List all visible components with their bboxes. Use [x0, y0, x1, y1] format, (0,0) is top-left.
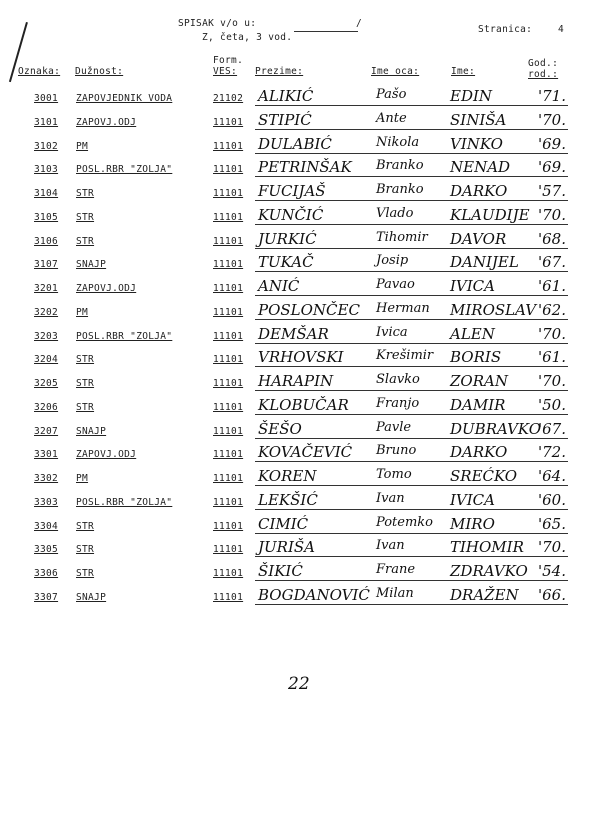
- row-oznaka: 3104: [34, 188, 59, 199]
- row-god: '70.: [538, 372, 566, 390]
- row-ime: DARKO: [450, 443, 508, 462]
- row-god: '66.: [538, 585, 566, 604]
- row-ves: 11101: [213, 235, 244, 247]
- row-god: '50.: [538, 395, 566, 414]
- row-ves: 11101: [213, 449, 244, 461]
- row-duznost: STR: [76, 544, 95, 556]
- row-duznost: ZAPOVJ.ODJ: [76, 116, 137, 128]
- row-rule-line: [255, 153, 568, 154]
- row-ves: 11101: [213, 354, 244, 366]
- row-oznaka: 3305: [34, 544, 59, 556]
- row-rule-line: [255, 129, 568, 130]
- row-duznost: SNAJP: [76, 591, 107, 603]
- row-ves: 21102: [213, 93, 244, 104]
- row-ime-oca: Pašo: [376, 87, 407, 102]
- row-prezime: DEMŠAR: [258, 324, 329, 343]
- row-ves: 11101: [213, 401, 244, 413]
- row-rule-line: [255, 200, 568, 201]
- row-god: '67.: [538, 419, 566, 438]
- row-oznaka: 3303: [34, 496, 59, 508]
- row-oznaka: 3103: [34, 164, 59, 176]
- row-ime: IVICA: [450, 277, 495, 295]
- row-oznaka: 3105: [34, 211, 59, 223]
- row-prezime: STIPIĆ: [258, 110, 312, 129]
- row-ves: 11101: [213, 330, 244, 342]
- row-oznaka: 3001: [34, 93, 59, 104]
- row-oznaka: 3106: [34, 235, 59, 247]
- row-ime-oca: Ante: [376, 110, 407, 126]
- row-duznost: PM: [76, 140, 89, 152]
- col-header-ime-oca: Ime oca:: [371, 66, 420, 77]
- row-ime: DANIJEL: [450, 253, 519, 272]
- row-prezime: JURKIĆ: [258, 229, 317, 248]
- row-ime: DARKO: [450, 182, 508, 200]
- row-god: '67.: [538, 253, 566, 272]
- row-rule-line: [255, 248, 568, 249]
- row-rule-line: [255, 461, 568, 462]
- row-ime-oca: Slavko: [376, 372, 420, 387]
- row-god: '65.: [538, 514, 566, 533]
- table-row: [0, 419, 591, 444]
- row-ves: 11101: [213, 520, 244, 532]
- row-god: '72.: [538, 443, 566, 462]
- table-row: [0, 324, 591, 349]
- row-oznaka: 3307: [34, 591, 59, 603]
- row-prezime: ŠEŠO: [258, 419, 302, 438]
- row-ime: KLAUDIJE: [450, 205, 530, 224]
- row-ime: EDIN: [450, 87, 493, 105]
- title-blank-line: [294, 31, 358, 32]
- row-prezime: KLOBUČAR: [258, 395, 349, 414]
- row-ime-oca: Branko: [376, 182, 424, 197]
- row-rule-line: [255, 176, 568, 177]
- row-rule-line: [255, 580, 568, 581]
- row-duznost: POSL.RBR "ZOLJA": [76, 496, 173, 508]
- row-oznaka: 3101: [34, 116, 59, 128]
- row-ime-oca: Josip: [376, 253, 409, 269]
- row-prezime: TUKAČ: [258, 253, 314, 272]
- row-ime: IVICA: [450, 490, 495, 509]
- col-header-rod: rod.:: [528, 69, 559, 80]
- row-ime-oca: Pavao: [376, 277, 415, 292]
- row-ime: ZDRAVKO: [450, 562, 528, 580]
- row-ime: BORIS: [450, 348, 502, 367]
- row-ime: DRAŽEN: [450, 585, 519, 604]
- row-duznost: SNAJP: [76, 425, 107, 437]
- row-duznost: STR: [76, 520, 95, 532]
- table-row: [0, 110, 591, 135]
- row-rule-line: [255, 604, 568, 605]
- row-prezime: JURIŠA: [258, 538, 315, 557]
- page-number: 4: [558, 24, 565, 35]
- row-duznost: STR: [76, 568, 95, 579]
- row-prezime: CIMIĆ: [258, 514, 309, 533]
- col-header-prezime: Prezime:: [255, 66, 304, 77]
- row-oznaka: 3206: [34, 401, 59, 413]
- row-god: '57.: [538, 182, 566, 200]
- table-row: [0, 395, 591, 420]
- row-oznaka: 3207: [34, 425, 59, 437]
- table-row: [0, 585, 591, 610]
- row-ime: NENAD: [450, 158, 511, 177]
- table-row: [0, 229, 591, 254]
- page-label: Stranica:: [478, 24, 533, 35]
- row-ves: 11101: [213, 188, 244, 199]
- col-header-ves: VES:: [213, 66, 238, 77]
- row-oznaka: 3204: [34, 354, 59, 366]
- row-duznost: PM: [76, 306, 89, 318]
- row-ime-oca: Krešimir: [376, 348, 434, 364]
- row-ime-oca: Ivan: [376, 490, 405, 506]
- row-duznost: STR: [76, 211, 95, 223]
- table-row: [0, 540, 591, 562]
- row-ime: VINKO: [450, 134, 503, 153]
- row-rule-line: [255, 224, 568, 225]
- row-ime-oca: Ivan: [376, 538, 405, 554]
- row-prezime: ANIĆ: [258, 277, 300, 295]
- row-duznost: ZAPOVJEDNIK VODA: [76, 93, 173, 104]
- col-header-god: God.:: [528, 58, 559, 69]
- table-row: [0, 374, 591, 396]
- row-duznost: ZAPOVJ.ODJ: [76, 283, 137, 294]
- row-god: '71.: [538, 87, 566, 105]
- row-ime: SREĆKO: [450, 467, 518, 485]
- row-prezime: KOVAČEVIĆ: [258, 443, 353, 462]
- row-oznaka: 3205: [34, 378, 59, 389]
- row-rule-line: [255, 556, 568, 557]
- row-god: '70.: [538, 205, 566, 224]
- row-ime: MIRO: [450, 514, 495, 533]
- table-row: [0, 134, 591, 159]
- row-god: '62.: [538, 300, 566, 319]
- row-god: '70.: [538, 110, 566, 129]
- row-god: '69.: [538, 158, 566, 177]
- row-ves: 11101: [213, 116, 244, 128]
- row-ime-oca: Frane: [376, 562, 416, 577]
- row-prezime: BOGDANOVIĆ: [258, 585, 370, 604]
- row-duznost: STR: [76, 188, 95, 199]
- row-prezime: PETRINŠAK: [258, 158, 352, 177]
- row-god: '54.: [538, 562, 566, 580]
- row-prezime: ALIKIĆ: [258, 87, 314, 105]
- table-row: [0, 279, 591, 301]
- row-prezime: KUNČIĆ: [258, 205, 324, 224]
- row-oznaka: 3304: [34, 520, 59, 532]
- table-row: [0, 184, 591, 206]
- row-ves: 11101: [213, 425, 244, 437]
- document-title: SPISAK v/o u:: [178, 18, 257, 29]
- row-ves: 11101: [213, 306, 244, 318]
- handwritten-page-number: 22: [288, 674, 310, 694]
- row-god: '70.: [538, 324, 566, 343]
- row-oznaka: 3102: [34, 140, 59, 152]
- row-rule-line: [255, 509, 568, 510]
- row-ime: ALEN: [450, 324, 495, 343]
- row-rule-line: [255, 414, 568, 415]
- row-ime: DAMIR: [450, 395, 506, 414]
- row-ves: 11101: [213, 140, 244, 152]
- row-duznost: STR: [76, 401, 95, 413]
- row-rule-line: [255, 105, 568, 106]
- table-row: [0, 445, 591, 467]
- row-ime-oca: Milan: [376, 585, 414, 601]
- table-row: [0, 564, 591, 586]
- row-rule-line: [255, 485, 568, 486]
- row-ves: 11101: [213, 544, 244, 556]
- row-ime: DAVOR: [450, 229, 507, 248]
- row-god: '60.: [538, 490, 566, 509]
- title-slash: /: [356, 18, 363, 29]
- row-ime: DUBRAVKO: [450, 419, 542, 438]
- table-row: [0, 350, 591, 372]
- row-god: '70.: [538, 538, 566, 557]
- row-duznost: PM: [76, 473, 89, 484]
- row-duznost: ZAPOVJ.ODJ: [76, 449, 137, 461]
- table-row: [0, 89, 591, 111]
- col-header-duznost: Dužnost:: [75, 66, 124, 77]
- row-ime-oca: Vlado: [376, 205, 414, 221]
- table-row: [0, 255, 591, 277]
- col-header-ime: Ime:: [451, 66, 476, 77]
- row-ime-oca: Bruno: [376, 443, 417, 459]
- row-ves: 11101: [213, 473, 244, 484]
- row-ime-oca: Herman: [376, 300, 430, 316]
- row-ime-oca: Nikola: [376, 134, 420, 150]
- row-rule-line: [255, 533, 568, 534]
- row-ves: 11101: [213, 164, 244, 176]
- row-duznost: POSL.RBR "ZOLJA": [76, 330, 173, 342]
- row-ves: 11101: [213, 283, 244, 294]
- row-rule-line: [255, 343, 568, 344]
- row-duznost: STR: [76, 235, 95, 247]
- table-row: [0, 469, 591, 491]
- row-duznost: STR: [76, 378, 95, 389]
- row-ves: 11101: [213, 591, 244, 603]
- row-rule-line: [255, 295, 568, 296]
- row-ime-oca: Pavle: [376, 419, 412, 435]
- row-ime-oca: Potemko: [376, 514, 433, 530]
- table-row: [0, 514, 591, 539]
- col-header-form: Form.: [213, 55, 244, 66]
- col-header-oznaka: Oznaka:: [18, 66, 61, 77]
- row-oznaka: 3302: [34, 473, 59, 484]
- row-ime-oca: Ivica: [376, 324, 408, 340]
- table-row: [0, 160, 591, 182]
- row-ves: 11101: [213, 259, 244, 271]
- row-god: '68.: [538, 229, 566, 248]
- row-prezime: DULABIĆ: [258, 134, 332, 153]
- row-rule-line: [255, 271, 568, 272]
- row-prezime: KOREN: [258, 467, 317, 485]
- row-prezime: VRHOVSKI: [258, 348, 344, 367]
- row-god: '61.: [538, 277, 566, 295]
- row-ves: 11101: [213, 568, 244, 579]
- row-oznaka: 3306: [34, 568, 59, 579]
- row-ime-oca: Tihomir: [376, 229, 428, 245]
- row-oznaka: 3203: [34, 330, 59, 342]
- row-oznaka: 3201: [34, 283, 59, 294]
- row-god: '69.: [538, 134, 566, 153]
- row-ime-oca: Branko: [376, 158, 424, 174]
- table-row: [0, 490, 591, 515]
- row-duznost: SNAJP: [76, 259, 107, 271]
- row-duznost: POSL.RBR "ZOLJA": [76, 164, 173, 176]
- row-rule-line: [255, 366, 568, 367]
- row-god: '64.: [538, 467, 566, 485]
- row-ves: 11101: [213, 496, 244, 508]
- row-ime: ZORAN: [450, 372, 508, 390]
- document-subtitle: Z, četa, 3 vod.: [202, 32, 293, 43]
- table-row: [0, 205, 591, 230]
- row-ime-oca: Franjo: [376, 395, 420, 411]
- row-ves: 11101: [213, 211, 244, 223]
- row-god: '61.: [538, 348, 566, 367]
- row-ime: TIHOMIR: [450, 538, 524, 557]
- table-row: [0, 300, 591, 325]
- row-ime: MIROSLAV: [450, 300, 537, 319]
- row-ves: 11101: [213, 378, 244, 389]
- row-duznost: STR: [76, 354, 95, 366]
- row-prezime: FUCIJAŠ: [258, 182, 326, 200]
- row-oznaka: 3202: [34, 306, 59, 318]
- row-ime: SINIŠA: [450, 110, 507, 129]
- row-rule-line: [255, 390, 568, 391]
- row-ime-oca: Tomo: [376, 467, 412, 482]
- row-rule-line: [255, 438, 568, 439]
- row-oznaka: 3301: [34, 449, 59, 461]
- row-prezime: LEKŠIĆ: [258, 490, 318, 509]
- row-prezime: HARAPIN: [258, 372, 334, 390]
- row-oznaka: 3107: [34, 259, 59, 271]
- row-prezime: POSLONČEC: [258, 300, 360, 319]
- row-prezime: ŠIKIĆ: [258, 562, 303, 580]
- row-rule-line: [255, 319, 568, 320]
